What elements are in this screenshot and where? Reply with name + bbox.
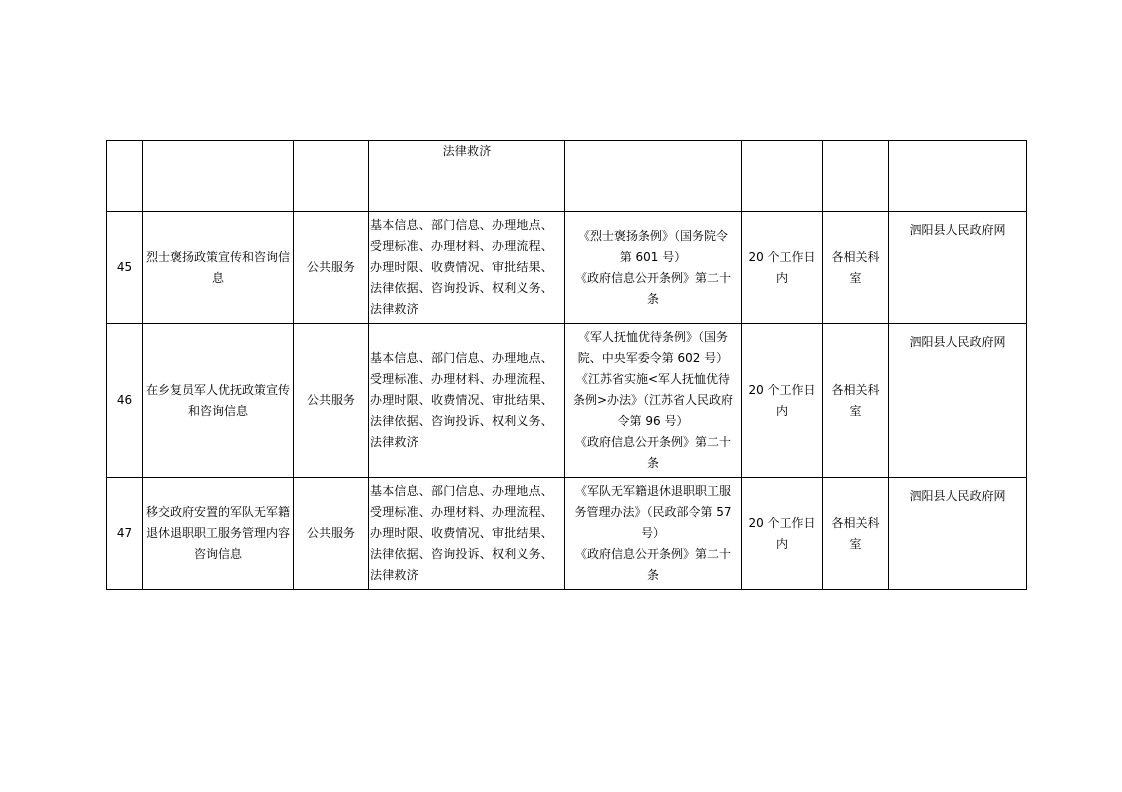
disclosure-content-line: 办理时限、收费情况、审批结果、 [370, 393, 554, 407]
responsible-dept-line: 室 [849, 270, 862, 285]
legal-basis-line: 《烈士褒扬条例》（国务院令 [577, 228, 728, 243]
legal-basis-line: 条 [646, 568, 659, 582]
row-number [107, 141, 143, 212]
disclosure-content-line: 法律救济 [370, 435, 419, 449]
table-row [107, 324, 1027, 478]
responsible-dept-line: 各相关科 [831, 249, 880, 264]
legal-basis-line: 条 [646, 456, 659, 470]
disclosure-content-line: 基本信息、部门信息、办理地点、 [370, 351, 554, 365]
legal-basis [565, 478, 742, 590]
disclosure-content-line: 基本信息、部门信息、办理地点、 [370, 218, 554, 232]
legal-basis [565, 141, 742, 212]
time-limit-line: 内 [775, 270, 788, 285]
time-limit [742, 212, 823, 324]
legal-basis-line: 令第 96 号） [617, 414, 689, 428]
legal-basis-line: 条 [646, 291, 659, 306]
legal-basis-line: 《军人抚恤优待条例》（国务 [577, 330, 728, 344]
time-limit-line: 内 [775, 536, 788, 551]
legal-basis-line: 《政府信息公开条例》第二十 [574, 435, 731, 449]
time-limit-line: 20 个工作日 [748, 382, 816, 397]
legal-basis-line: 《江苏省实施<军人抚恤优待 [575, 372, 731, 386]
time-limit-line: 内 [775, 403, 788, 418]
disclosure-content-line: 法律救济 [442, 144, 492, 158]
time-limit [742, 478, 823, 590]
legal-basis-line: 《政府信息公开条例》第二十 [574, 270, 731, 285]
legal-basis-line: 务管理办法》（民政部令第 57 [574, 505, 732, 519]
row-number: 46 [107, 324, 143, 478]
disclosure-content-line: 受理标准、办理材料、办理流程、 [370, 505, 554, 519]
disclosure-content-line: 受理标准、办理材料、办理流程、 [370, 239, 554, 253]
responsible-dept [823, 478, 889, 590]
responsible-dept-line: 各相关科 [831, 515, 880, 530]
responsible-dept-line: 室 [849, 403, 862, 418]
legal-basis-line: 第 601 号） [619, 249, 687, 264]
disclosure-channel: 泗阳县人民政府网 [889, 324, 1027, 478]
disclosure-table [106, 140, 1027, 590]
category: 公共服务 [294, 478, 369, 590]
table-row [107, 141, 1027, 212]
disclosure-content-line: 办理时限、收费情况、审批结果、 [370, 526, 554, 540]
category: 公共服务 [294, 324, 369, 478]
disclosure-content-line: 法律依据、咨询投诉、权利义务、 [370, 281, 554, 295]
time-limit-line: 20 个工作日 [748, 515, 816, 530]
responsible-dept [823, 212, 889, 324]
disclosure-channel: 泗阳县人民政府网 [889, 212, 1027, 324]
category: 公共服务 [294, 212, 369, 324]
table-row [107, 212, 1027, 324]
disclosure-content-line: 法律依据、咨询投诉、权利义务、 [370, 414, 554, 428]
disclosure-content-line: 法律依据、咨询投诉、权利义务、 [370, 547, 554, 561]
time-limit-line: 20 个工作日 [748, 249, 816, 264]
row-number: 45 [107, 212, 143, 324]
legal-basis [565, 212, 742, 324]
legal-basis-line: 院、中央军委令第 602 号） [577, 351, 729, 365]
legal-basis-line: 条例>办法》（江苏省人民政府 [572, 393, 734, 407]
disclosure-content [369, 478, 565, 590]
legal-basis [565, 324, 742, 478]
disclosure-content [369, 212, 565, 324]
item-name [143, 141, 294, 212]
disclosure-content [369, 141, 565, 212]
category [294, 141, 369, 212]
time-limit [742, 324, 823, 478]
row-number: 47 [107, 478, 143, 590]
disclosure-content-line: 办理时限、收费情况、审批结果、 [370, 260, 554, 274]
legal-basis-line: 《军队无军籍退休退职职工服 [574, 484, 731, 498]
disclosure-channel: 泗阳县人民政府网 [889, 478, 1027, 590]
legal-basis-line: 号） [640, 526, 665, 540]
disclosure-content-line: 受理标准、办理材料、办理流程、 [370, 372, 554, 386]
disclosure-content-line: 法律救济 [370, 568, 419, 582]
time-limit [742, 141, 823, 212]
disclosure-channel [889, 141, 1027, 212]
item-name: 烈士褒扬政策宣传和咨询信息 [143, 212, 294, 324]
item-name: 移交政府安置的军队无军籍退休退职职工服务管理内容咨询信息 [143, 478, 294, 590]
responsible-dept-line: 室 [849, 536, 862, 551]
disclosure-content-line: 基本信息、部门信息、办理地点、 [370, 484, 554, 498]
item-name: 在乡复员军人优抚政策宣传和咨询信息 [143, 324, 294, 478]
table-row [107, 478, 1027, 590]
legal-basis-line: 《政府信息公开条例》第二十 [574, 547, 731, 561]
disclosure-content [369, 324, 565, 478]
responsible-dept [823, 324, 889, 478]
disclosure-content-line: 法律救济 [370, 302, 419, 316]
responsible-dept-line: 各相关科 [831, 382, 880, 397]
table-body [107, 141, 1027, 590]
responsible-dept [823, 141, 889, 212]
